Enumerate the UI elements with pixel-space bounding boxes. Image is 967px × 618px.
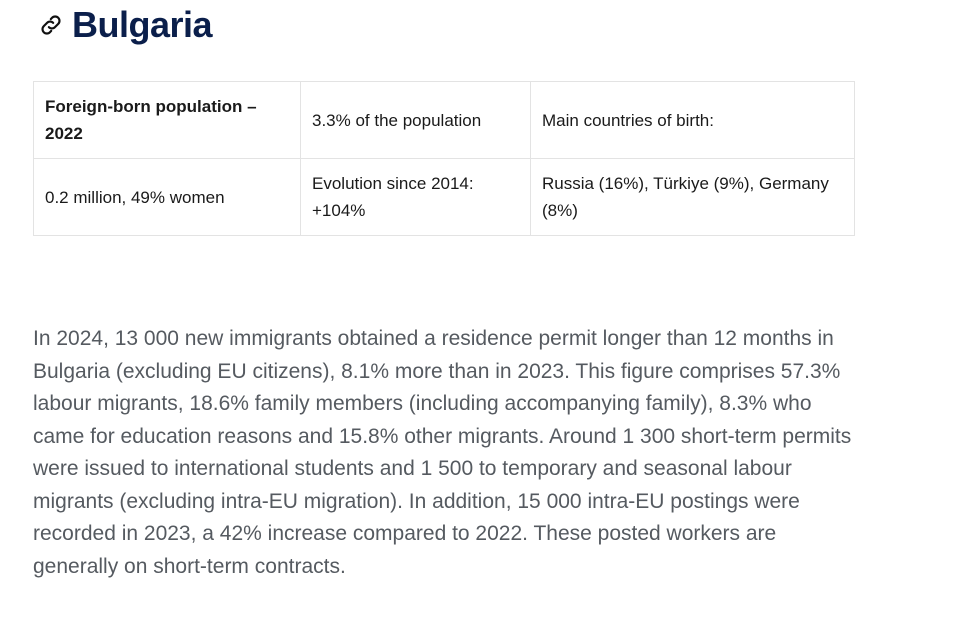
table-cell: 3.3% of the population [301,82,531,159]
table-row [34,82,855,159]
section-heading [38,2,212,48]
table-cell: 0.2 million, 49% women [34,159,301,236]
page-title: Bulgaria [72,4,213,45]
table-cell: Russia (16%), Türkiye (9%), Germany (8%) [531,159,855,236]
table-cell: Foreign-born population – 2022 [34,82,301,159]
table-cell: Evolution since 2014: +104% [301,159,531,236]
table-row [34,159,855,236]
facts-table [33,81,855,236]
table-cell: Main countries of birth: [531,82,855,159]
body-paragraph: In 2024, 13 000 new immigrants obtained a residence permit longer than 12 months in Bulgaria (excluding EU citizens), 8.1% more than in 2023. This figure comprises 57.3% labour migrants, 18.6% family members (including accompanying family), 8.3% who came for education reasons and 15.8% other migrants. Around 1 300 short-term permits were issued to international students and 1 500 to temporary and seasonal labour migrants (excluding intra-EU migration). In addition, 15 000 intra-EU postings were recorded in 2023, a 42% increase compared to 2022. These posted workers are generally on short-term contracts. [33,327,852,578]
link-icon[interactable] [38,12,64,38]
